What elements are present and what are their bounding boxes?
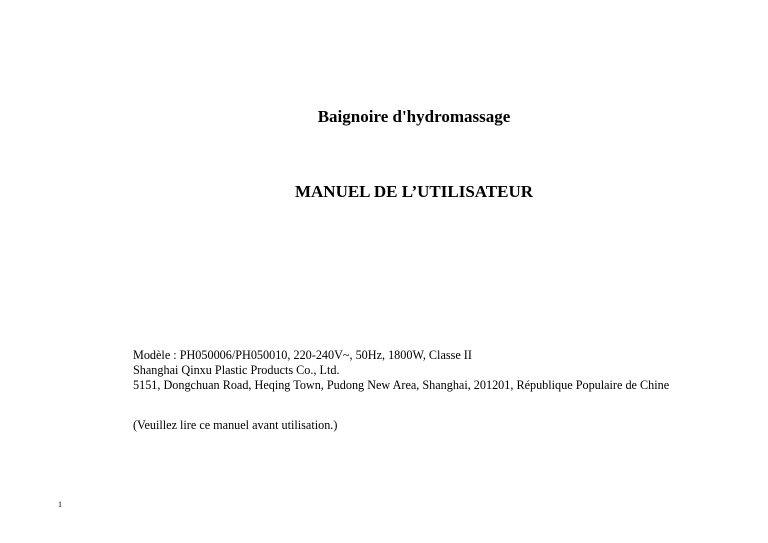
model-line: Modèle : PH050006/PH050010, 220-240V~, 50Hz, 1800W, Classe II [133, 348, 472, 362]
product-info-block [133, 348, 669, 393]
read-manual-note: (Veuillez lire ce manuel avant utilisation.) [133, 418, 338, 432]
document-title: Baignoire d'hydromassage [317, 107, 511, 126]
page-number: 1 [58, 500, 62, 509]
manufacturer-line: Shanghai Qinxu Plastic Products Co., Ltd. [133, 363, 340, 377]
address-line: 5151, Dongchuan Road, Heqing Town, Pudong New Area, Shanghai, 201201, République Populaire de Chine [133, 378, 670, 392]
document-subtitle: MANUEL DE L’UTILISATEUR [294, 182, 534, 201]
